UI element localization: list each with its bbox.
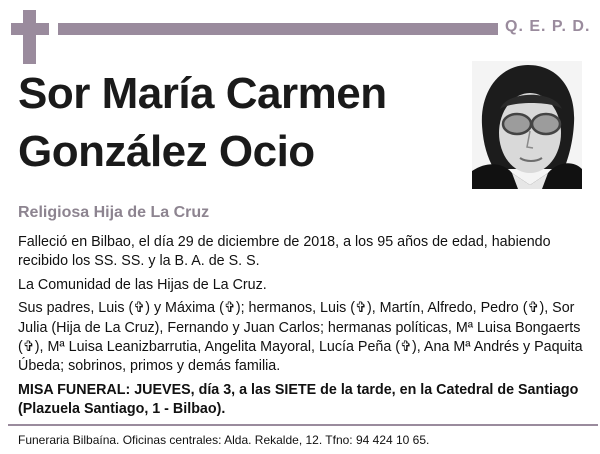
paragraph-death: Falleció en Bilbao, el día 29 de diciembre de 2018, a los 95 años de edad, habiendo recibido los SS. SS. y la B. A. de S. S.: [18, 234, 551, 270]
paragraph-funeral: MISA FUNERAL: JUEVES, día 3, a las SIETE de la tarde, en la Catedral de Santiago (Plazuela Santiago, 1 - Bilbao).: [18, 381, 579, 418]
paragraph-family: Sus padres, Luis (✞) y Máxima (✞); hermanos, Luis (✞), Martín, Alfredo, Pedro (✞), Sor Julia (Hija de La Cruz), Fernando y Juan Carlos; hermanas políticas, Mª Luisa Bongaerts (✞), Mª Luisa Leanizbarrutia, Angelita Mayoral, Lucía Peña (✞), Ana Mª Andrés y Paquita Úbeda; sobrinos, primos y demás familia.: [18, 300, 583, 375]
footer-text: Funeraria Bilbaína. Oficinas centrales: Alda. Rekalde, 12. Tfno: 94 424 10 65.: [18, 433, 430, 447]
subtitle: Religiosa Hija de La Cruz: [18, 204, 210, 221]
portrait-photo: [472, 61, 582, 189]
footer-rule: [8, 424, 598, 426]
deceased-name: [18, 65, 468, 181]
header-rule: [58, 23, 498, 35]
obituary-body: [18, 233, 584, 424]
qepd-label: Q. E. P. D.: [505, 18, 591, 35]
name-line-1: Sor María Carmen: [18, 69, 387, 118]
name-line-2: González Ocio: [18, 127, 315, 176]
cross-icon: [11, 10, 49, 64]
paragraph-community: La Comunidad de las Hijas de La Cruz.: [18, 276, 267, 293]
